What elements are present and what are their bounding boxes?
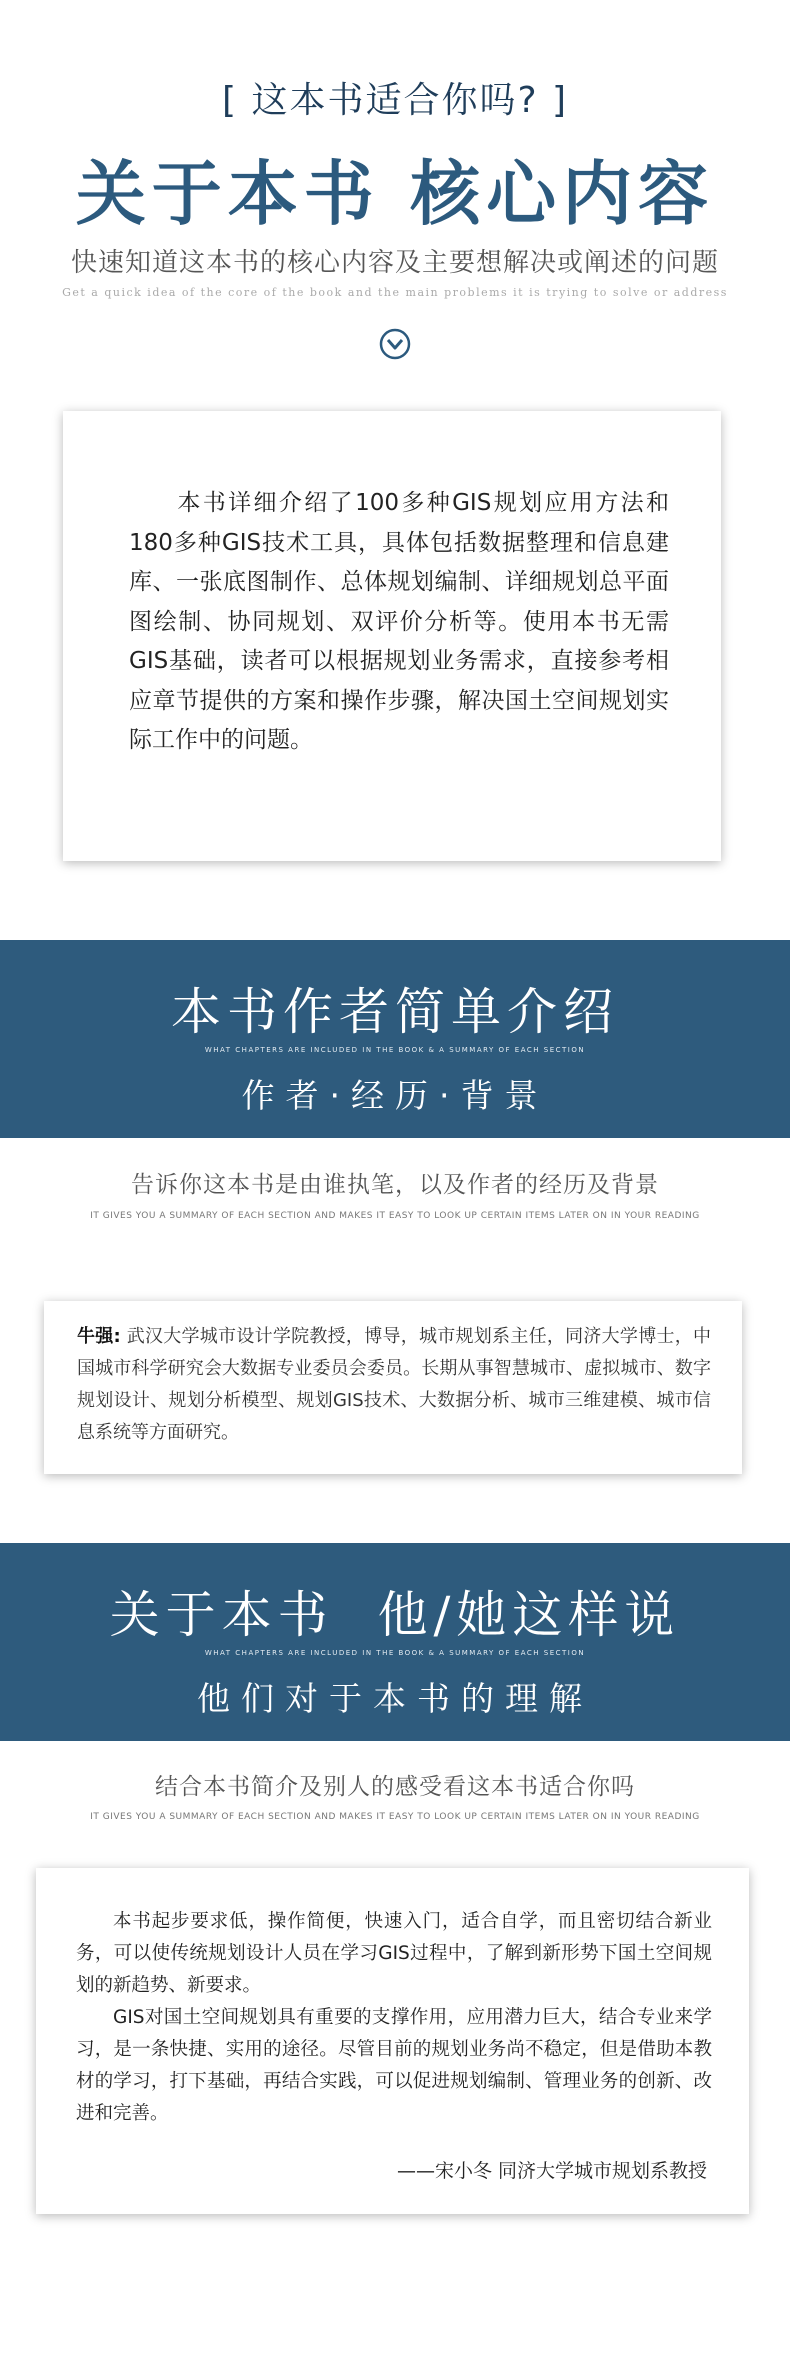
author-section-subtitle: 作者·经历·背景 <box>241 1076 549 1115</box>
author-bio: 武汉大学城市设计学院教授，博导，城市规划系主任，同济大学博士，中国城市科学研究会大数据专业委员会委员。长期从事智慧城市、虚拟城市、数字规划设计、规划分析模型、规划GIS技术、大数据分析、城市三维建模、城市信息系统等方面研究。 <box>77 1326 711 1443</box>
review-card <box>36 1868 749 2214</box>
author-section-title-en: WHAT CHAPTERS ARE INCLUDED IN THE BOOK & A SUMMARY OF EACH SECTION <box>204 1046 586 1054</box>
review-section-subtitle: 他们对于本书的理解 <box>197 1679 593 1718</box>
review-description-en: IT GIVES YOU A SUMMARY OF EACH SECTION AND MAKES IT EASY TO LOOK UP CERTAIN ITEMS LATER ON IN YOUR READING <box>90 1812 700 1822</box>
review-section-title-en: WHAT CHAPTERS ARE INCLUDED IN THE BOOK & A SUMMARY OF EACH SECTION <box>204 1649 586 1657</box>
review-signature: ——宋小冬 同济大学城市规划系教授 <box>396 2160 707 2182</box>
review-paragraph-2: GIS对国土空间规划具有重要的支撑作用，应用潜力巨大，结合专业来学习，是一条快捷、实用的途径。尽管目前的规划业务尚不稳定，但是借助本教材的学习，打下基础，再结合实践，可以促进规划编制、管理业务的创新、改进和完善。 <box>76 2007 712 2124</box>
intro-subtitle: 快速知道这本书的核心内容及主要想解决或阐述的问题 <box>70 248 719 278</box>
author-name: 牛强: <box>77 1326 121 1347</box>
author-description-en: IT GIVES YOU A SUMMARY OF EACH SECTION AND MAKES IT EASY TO LOOK UP CERTAIN ITEMS LATER ON IN YOUR READING <box>90 1211 700 1221</box>
author-banner <box>0 940 790 1138</box>
author-description: 告诉你这本书是由谁执笔，以及作者的经历及背景 <box>131 1172 659 1198</box>
author-card <box>44 1301 742 1474</box>
intro-title: 关于本书 核心内容 <box>75 152 715 235</box>
review-description: 结合本书简介及别人的感受看这本书适合你吗 <box>155 1774 635 1800</box>
author-bio-text <box>77 1321 711 1449</box>
review-banner <box>0 1543 790 1741</box>
review-section-title: 关于本书 他/她这样说 <box>109 1586 681 1644</box>
review-paragraph-1: 本书起步要求低，操作简便，快速入门，适合自学，而且密切结合新业务，可以使传统规划设计人员在学习GIS过程中，了解到新形势下国土空间规划的新趋势、新要求。 <box>76 1911 712 1996</box>
author-section-title: 本书作者简单介绍 <box>171 983 619 1041</box>
intro-card <box>63 411 721 861</box>
chevron-down-circle-icon <box>379 328 411 360</box>
review-text <box>76 1906 712 2130</box>
intro-subtitle-en: Get a quick idea of the core of the book and the main problems it is trying to solve or address <box>62 286 728 299</box>
intro-body: 本书详细介绍了100多种GIS规划应用方法和180多种GIS技术工具，具体包括数据整理和信息建库、一张底图制作、总体规划编制、详细规划总平面图绘制、协同规划、双评价分析等。使用本书无需GIS基础，读者可以根据规划业务需求，直接参考相应章节提供的方案和操作步骤，解决国土空间规划实际工作中的问题。 <box>129 490 669 753</box>
intro-question: [ 这本书适合你吗? ] <box>221 80 569 121</box>
